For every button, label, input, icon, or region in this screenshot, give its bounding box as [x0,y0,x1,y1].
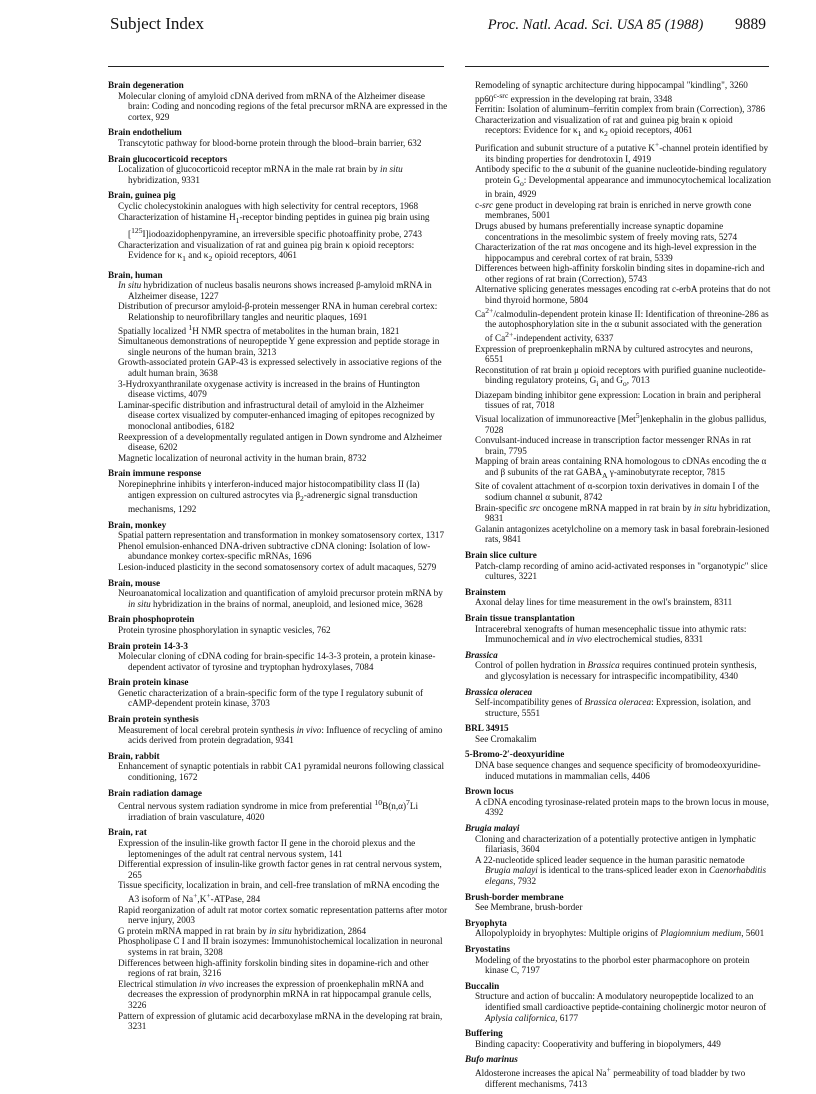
index-heading: Brain, rat [108,827,147,838]
index-entry: Site of covalent attachment of α-scorpion toxin derivatives in domain I of the sodium channel α subunit, 8742 [475,481,759,502]
index-entry: A cDNA encoding tyrosinase-related protein maps to the brown locus in mouse, 4392 [475,796,769,818]
index-heading: Bryostatins [465,943,510,954]
index-entry: Reconstitution of rat brain μ opioid receptors with purified guanine nucleotide-binding regulatory proteins, $G_i$ and $G_o$, 7013 [475,364,766,389]
index-section [108,677,448,709]
header-rule-right [465,66,769,67]
index-entry: Mapping of brain areas containing RNA homologous to cDNAs encoding the α and β subunits of the rat $GABA_A$ γ-aminobutyrate receptor, 7815 [475,456,767,480]
index-entry: Brain-specific src oncogene mRNA mapped in rat brain by in situ hybridization, 9831 [475,502,771,524]
index-entry: Transcytotic pathway for blood-borne protein through the blood–brain barrier, 632 [118,137,422,148]
index-entry: Intracerebral xenografts of human mesencephalic tissue into athymic rats: Immunochemical and in vivo electrochemical studies, 8331 [475,623,747,645]
index-entry: DNA base sequence changes and sequence specificity of bromodeoxyuridine-induced mutations in mammalian cells, 4406 [475,760,761,781]
index-entry: Characterization of histamine $H_1$-receptor binding peptides in guinea pig brain using [$^{125}$I]iodoazidophenpyramine, an irreversible specific photoaffinity probe, 2743 [118,211,430,240]
index-entry: Enhancement of synaptic potentials in rabbit CA1 pyramidal neurons following classical conditioning, 1672 [118,761,445,783]
index-section [465,892,771,913]
index-entry: Magnetic localization of neuronal activity in the human brain, 8732 [118,452,367,463]
index-entry: Simultaneous demonstrations of neuropeptide Y gene expression and peptide storage in single neurons of the human brain, 3213 [118,336,440,357]
index-entry: Alternative splicing generates messages encoding rat c-erbA proteins that do not bind thyroid hormone, 5804 [475,284,771,306]
index-heading: Brain, rabbit [108,750,160,761]
index-entry: Electrical stimulation in vivo increases the expression of proenkephalin mRNA and decreases the expression of prodynorphin mRNA in rat hippocampal granule cells, 3226 [118,978,432,1011]
index-entry: $Ca^{2+}/calmodulin$-dependent protein kinase II: Identification of threonine-286 as the autophosphorylation site in the α subunit associated with the generation of $Ca^{2+}$-independent activity, 6337 [475,305,769,343]
index-section [465,944,771,976]
index-heading: Buccalin [465,980,500,991]
index-entry: Genetic characterization of a brain-specific form of the type I regulatory subunit of cAMP-dependent protein kinase, 3703 [118,687,424,709]
index-entry: Expression of preproenkephalin mRNA by cultured astrocytes and neurons, 6551 [475,343,753,365]
index-section [465,650,771,682]
index-section [108,190,448,264]
index-entry: See Cromakalim [475,733,537,744]
index-entry: Drugs abused by humans preferentially increase synaptic dopamine concentrations in the mesolimbic system of freely moving rats, 5274 [475,220,738,242]
index-entry: 3-Hydroxyanthranilate oxygenase activity is increased in the brains of Huntington disease victims, 4079 [118,378,420,400]
index-entry: Differences between high-affinity forskolin binding sites in dopamine-rich and other regions of rat brain, 3216 [118,957,429,979]
index-heading: Bryophyta [465,917,507,928]
index-heading: Brain tissue transplantation [465,612,575,623]
index-entry: Structure and action of buccalin: A modulatory neuropeptide localized to an identified small cardioactive peptide-containing cholinergic motor neuron of Aplysia californica, 6177 [475,991,767,1023]
index-section [108,641,448,673]
index-entry: Phospholipase C I and II brain isozymes: Immunohistochemical localization in neuronal systems in rat brain, 3208 [118,936,443,958]
index-entry: Allopolyploidy in bryophytes: Multiple origins of Plagiomnium medium, 5601 [475,928,765,939]
index-section [465,80,771,545]
index-entry: Rapid reorganization of adult rat motor cortex somatic representation patterns after motor nerve injury, 2003 [118,904,448,926]
index-entry: Pattern of expression of glutamic acid decarboxylase mRNA in the developing rat brain, 3231 [118,1010,443,1032]
index-entry: Binding capacity: Cooperativity and buffering in biopolymers, 449 [475,1038,721,1049]
index-entry: Remodeling of synaptic architecture during hippocampal "kindling", 3260 [475,80,748,90]
index-entry: Axonal delay lines for time measurement in the owl's brainstem, 8311 [475,597,733,608]
index-heading: Brain, human [108,269,163,280]
index-entry: Molecular cloning of cDNA coding for brain-specific 14-3-3 protein, a protein kinase-dependent activator of tyrosine and tryptophan hydroxylases, 7084 [118,651,436,672]
index-entry: See Membrane, brush-border [475,902,583,913]
index-heading: BRL 34915 [465,723,509,734]
index-entry: Tissue specificity, localization in brain, and cell-free translation of mRNA encoding the A3 isoform of Na+,K+-ATPase, 284 [118,880,440,905]
index-column-right [465,80,771,1094]
index-entry: Characterization and visualization of rat and guinea pig brain κ opioid receptors: Evidence for $\kappa_1$ and $\kappa_2$ opioid receptors, 4061 [118,239,415,264]
index-heading: Brain, mouse [108,577,161,588]
index-heading: Brassica [465,649,498,660]
index-heading: Brain protein synthesis [108,714,199,725]
index-heading: Brain protein kinase [108,677,189,688]
header-rule-left [108,66,444,67]
journal-citation [488,16,766,34]
index-entry: Control of pollen hydration in Brassica requires continued protein synthesis, and glycosylation is necessary for intraspecific incompatibility, 4340 [475,660,757,681]
index-section [465,613,771,645]
index-section [108,127,448,148]
index-entry: Modeling of the bryostatins to the phorbol ester pharmacophore on protein kinase C, 7197 [475,954,750,976]
index-entry: $pp60^{c-src}$ expression in the developing rat brain, 3348 [475,90,673,104]
index-heading: Brain slice culture [465,549,537,560]
index-entry: Molecular cloning of amyloid cDNA derived from mRNA of the Alzheimer disease brain: Coding and noncoding regions of the fetal precursor mRNA are expressed in the cortex, 929 [118,90,448,122]
index-section [108,827,448,1031]
index-entry: Neuroanatomical localization and quantification of amyloid precursor protein mRNA by in situ hybridization in the brains of normal, aneuploid, and lesioned mice, 3628 [118,588,443,609]
index-heading: Brown locus [465,786,514,797]
index-section [465,823,771,887]
index-section [465,687,771,719]
index-entry: Visual localization of immunoreactive [Met$^5$]enkephalin in the globus pallidus, 7028 [475,410,767,435]
index-entry: Expression of the insulin-like growth factor II gene in the choroid plexus and the leptomeninges of the adult rat central nervous system, 141 [118,838,416,859]
index-entry: Phenol emulsion-enhanced DNA-driven subtractive cDNA cloning: Isolation of low-abundance monkey cortex-specific mRNAs, 1696 [118,540,431,562]
index-heading: Buffering [465,1028,503,1039]
index-entry: Characterization and visualization of rat and guinea pig brain κ opioid receptors: Evidence for $\kappa_1$ and $\kappa_2$ opioid receptors, 4061 [475,114,733,139]
index-entry: Central nervous system radiation syndrome in mice from preferential $^{10}B(n,\alpha)^7Li$ irradiation of brain vasculature, 4020 [118,798,419,822]
index-section [108,520,448,573]
index-heading: Brain, monkey [108,519,167,530]
index-section [108,80,448,122]
index-entry: Aldosterone increases the apical Na+ permeability of toad bladder by two different mechanisms, 7413 [475,1064,746,1089]
index-section [108,751,448,783]
index-heading: Brush-border membrane [465,891,564,902]
index-entry: Norepinephrine inhibits γ interferon-induced major histocompatibility class II (Ia) antigen expression on cultured astrocytes via $\beta_2$-adrenergic signal transduction mechanisms, 1292 [118,478,420,514]
index-heading: Brainstem [465,586,506,597]
index-section [108,270,448,464]
index-entry: Reexpression of a developmentally regulated antigen in Down syndrome and Alzheimer disease, 6202 [118,431,443,453]
index-entry: Convulsant-induced increase in transcription factor messenger RNAs in rat brain, 7795 [475,435,752,456]
index-entry: c-src gene product in developing rat brain is enriched in nerve growth cone membranes, 5001 [475,199,752,221]
index-section [465,786,771,818]
index-column-left [108,80,448,1037]
index-section [108,714,448,746]
index-entry: Measurement of local cerebral protein synthesis in vivo: Influence of recycling of amino acids derived from protein degradation, 9341 [118,724,443,746]
index-entry: Localization of glucocorticoid receptor mRNA in the male rat brain by in situ hybridization, 9331 [118,164,403,185]
index-entry: Cloning and characterization of a potentially protective antigen in lymphatic filariasis, 3604 [475,833,756,855]
journal-name: Proc. Natl. Acad. Sci. USA 85 (1988) [487,17,704,33]
index-entry: Spatial pattern representation and transformation in monkey somatosensory cortex, 1317 [118,530,445,541]
index-heading: Brain degeneration [108,80,184,90]
section-title: Subject Index [110,14,204,33]
index-entry: Galanin antagonizes acetylcholine on a memory task in basal forebrain-lesioned rats, 9841 [475,523,770,545]
index-heading: Brain protein 14-3-3 [108,640,188,651]
index-entry: Spatially localized $^1$H NMR spectra of metabolites in the human brain, 1821 [118,322,400,336]
index-heading: Brain, guinea pig [108,190,176,201]
index-section [108,614,448,635]
index-entry: Characterization of the rat mas oncogene and its high-level expression in the hippocampus and cerebral cortex of rat brain, 5339 [475,242,757,263]
index-entry: Lesion-induced plasticity in the second somatosensory cortex of adult macaques, 5279 [118,561,437,572]
index-section [465,1054,771,1089]
index-heading: Brain endothelium [108,127,182,138]
index-entry: Patch-clamp recording of amino acid-activated responses in "organotypic" slice cultures, 3221 [475,560,768,582]
index-entry: Cyclic cholecystokinin analogues with high selectivity for central receptors, 1968 [118,200,419,211]
page-number: 9889 [735,16,766,33]
index-entry: Diazepam binding inhibitor gene expression: Location in brain and peripheral tissues of rat, 7018 [475,389,762,411]
index-heading: Brain glucocorticoid receptors [108,153,228,164]
index-section [465,918,771,939]
index-heading: 5-Bromo-2′-deoxyuridine [465,749,565,760]
index-section [108,578,448,610]
index-section [465,1028,771,1049]
index-heading: Bufo marinus [465,1054,518,1065]
index-entry: Distribution of precursor amyloid-β-protein messenger RNA in human cerebral cortex: Relationship to neurofibrillary tangles and neuritic plaques, 1691 [118,301,438,322]
index-entry: Growth-associated protein GAP-43 is expressed selectively in associative regions of the adult human brain, 3638 [118,357,442,379]
index-entry: Antibody specific to the α subunit of the guanine nucleotide-binding regulatory protein $G_o$: Developmental appearance and immunocytochemical localization in brain, 4929 [475,164,771,200]
index-section [465,550,771,582]
index-section [465,981,771,1023]
index-section [108,154,448,186]
index-section [108,788,448,823]
index-section [465,587,771,608]
index-entry: Differential expression of insulin-like growth factor genes in rat central nervous system, 265 [118,859,442,880]
index-section [108,468,448,514]
index-entry: G protein mRNA mapped in rat brain by in situ hybridization, 2864 [118,925,367,936]
index-section [465,749,771,781]
index-heading: Brain immune response [108,468,202,479]
index-heading: Brugia malayi [465,823,520,834]
index-entry: Protein tyrosine phosphorylation in synaptic vesicles, 762 [118,624,331,635]
index-entry: Differences between high-affinity forskolin binding sites in dopamine-rich and other regions of rat brain (Correction), 5743 [475,263,765,284]
index-section [465,723,771,744]
index-heading: Brain radiation damage [108,787,202,798]
index-entry: A 22-nucleotide spliced leader sequence in the human parasitic nematode Brugia malayi is identical to the trans-spliced leader exon in Caenorhabditis elegans, 7932 [475,854,767,886]
index-entry: Ferritin: Isolation of aluminum–ferritin complex from brain (Correction), 3786 [475,104,766,115]
index-heading: Brassica oleracea [465,686,533,697]
index-heading: Brain phosphoprotein [108,614,195,625]
page-header [0,14,816,50]
index-entry: Purification and subunit structure of a putative K+-channel protein identified by its binding properties for dendrotoxin I, 4919 [475,139,769,164]
index-entry: Laminar-specific distribution and infrastructural detail of amyloid in the Alzheimer disease cortex visualized by computer-enhanced imaging of epitopes recognized by monoclonal antibodies, 6182 [118,399,435,431]
index-entry: In situ hybridization of nucleus basalis neurons shows increased β-amyloid mRNA in Alzheimer disease, 1227 [118,280,432,301]
index-entry: Self-incompatibility genes of Brassica oleracea: Expression, isolation, and structure, 5551 [475,697,751,718]
